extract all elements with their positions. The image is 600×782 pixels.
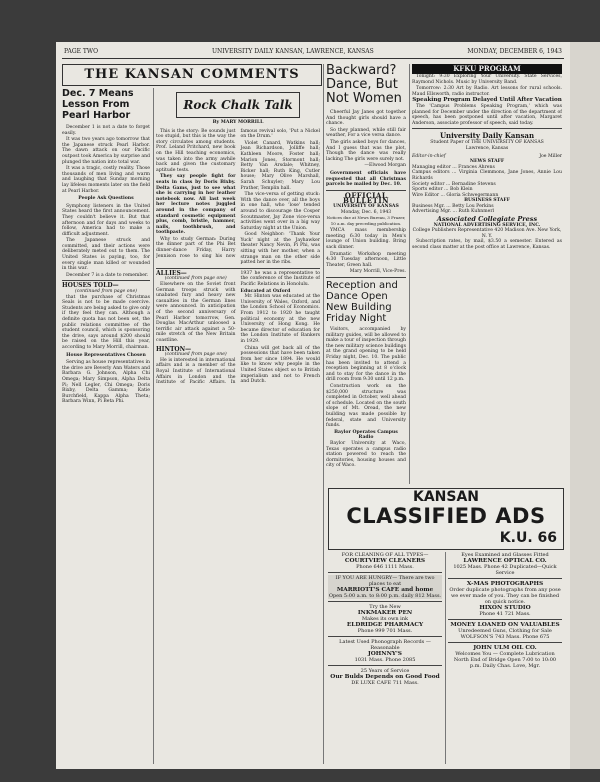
backward-p3: The girls asked boys for dances, And I guess that was the plot, Though the dance was really lacking The girls were surely not. — [326, 139, 406, 162]
ad-hixon-detail: Phone 41 721 Mass. — [479, 611, 531, 617]
rock-chalk-p2: They say people fight for seats in class by Doris Bixby. Delta Gams, just to see what she is carrying in her leather notebook now. All last week her lecture notes juggled around in the company of standard cosmetic equipment plus, comb, bristle, hammer, nails, toothbrush, and toothpaste. — [156, 174, 236, 236]
rock-chalk-p1: This is the story: Be sounds just too stupid, but this is the way the story circulates among students. Prof. Leland Pritchard, new book on the Hill teaching economics, was taken into the army awhile back and given the customary aptitude tests. — [156, 128, 236, 173]
allies-sub: (continued from page one) — [164, 276, 227, 282]
ad-ulm-name: Welcomes You — Complete Lubrication — [455, 651, 555, 657]
ad-marriott-head: IF YOU ARE HUNGRY— There are two places to eat — [335, 575, 435, 587]
ad-courtview — [328, 552, 442, 570]
editorial-p1: December 1 is not a date to forget easily. — [62, 125, 150, 136]
staff-4: Sports editor ... Bob Klein — [412, 187, 473, 193]
ad-marriott-detail: Open 5:00 a.m. to 8:00 p.m. daily 812 Mass. — [328, 593, 442, 599]
ad-optical — [448, 552, 562, 576]
houses-headline: HOUSES TOLD— — [62, 282, 119, 290]
ad-ulm-detail: North End of Bridge Open 7:00 to 10:00 p.m. Daily Chas. Love, Mgr. — [453, 657, 557, 669]
column-4 — [412, 64, 562, 484]
editorial-p5: The Japanese struck and committed, and their actions were deliberately meted out to them. The United States is paying, too, for every single man killed or wounded in this war. — [62, 238, 150, 272]
backward-p2: So they planned, while still fair weather, For a vice versa dance. — [326, 127, 406, 139]
mailing-notice: Government officials have requested that all Christmas parcels be mailed by Dec. 10. — [326, 170, 406, 188]
ad-wolfsons-name: Unredeemed Guns, Clothing for Sale — [458, 628, 552, 634]
ad-johnnys-head: Latest Used Phonograph Records — Reasonable — [339, 639, 431, 651]
ad-courtview-head: FOR CLEANING OF ALL TYPES— — [341, 552, 429, 558]
subscription-note: Subscription rates, by mail, $3.50 a semester. Entered as second class matter at the post office at Lawrence, Kansas. — [412, 239, 562, 251]
classified-phone: K.U. 66 — [499, 530, 557, 546]
ad-wolfsons — [448, 622, 562, 640]
ad-johnnys — [328, 639, 442, 663]
ad-deluxe-name: Our Bulds Depends on Good Food — [330, 674, 440, 680]
press-name: Associated Collegiate Press — [436, 215, 538, 224]
editorial-subhead: People Ask Questions — [78, 196, 134, 202]
bulletin-headline: OFFICIAL BULLETIN — [342, 190, 390, 206]
ad-deluxe — [328, 668, 442, 686]
adjacent-page-edge — [570, 42, 600, 769]
hinton-sub: (continued from page one) — [164, 352, 227, 358]
ad-ulm-head: JOHN ULM OIL CO. — [473, 645, 537, 651]
editor-name: Joe Miller — [539, 153, 562, 159]
column-1 — [62, 88, 150, 764]
business-2: Advertising Mgr. ... Ruth Kuhnmerl — [412, 209, 494, 215]
bulletin-item-3: Mary Morrill, Vice-Pres. — [349, 269, 406, 275]
rep-city: College Publishers Representative 420 Madison Ave. New York, N. Y. — [412, 228, 562, 239]
classified-banner — [328, 488, 564, 550]
ad-marriott-name: MARRIOTT'S CAFE and home — [336, 587, 434, 593]
vice-versa-body: The vice-versa of getting stuck: With the dance over, all the boys in one hall, who 'lose' tended around to discourage the Cosper Scoutmaster, Jay Zone vice-versa activities went over in a big way Saturday night at the Union. — [240, 192, 320, 231]
backward-p1: Cheerful Jay Janes got together And thought girls should have a chance. — [326, 110, 406, 127]
ad-johnnys-detail: 1031 Mass. Phone 2085 — [354, 657, 416, 663]
hinton-body2: Mr. Hinton was educated at the University of Wales, Oxford, and the London School of Economics. From 1912 to 1920 he taught political economy at the new University of Hong Kong. He became director of education for the London Institute of Bankers in 1929. — [240, 294, 320, 344]
ad-hixon-name: HIXON STUDIO — [479, 605, 531, 611]
bulletin-item-2: Dramatic Workshop meeting 4:30 Tuesday afternoon, Little Theater, Green hall. — [326, 251, 406, 268]
kfku-p1: Tonight: 9:30 Exploring Your University. State Services, Raymond Nichols. Music by University Band. — [412, 74, 562, 85]
rock-chalk-p3: Why to study German: During the dinner part of the Phi Bet dinner-dance Friday, Harry Jennison rose to sing his now famous revival solo, 'Put a Nickel on the Drum.' — [156, 128, 320, 259]
ad-wolfsons-detail: WOLFSON'S 743 Mass. Phone 675 — [460, 634, 550, 640]
backward-headline: Backward? Dance, But Not Women — [326, 64, 402, 106]
daily-kansan-title: University Daily Kansan — [439, 131, 535, 141]
kfku-headline: KFKU PROGRAM — [412, 64, 562, 74]
classified-title-2: CLASSIFIED ADS — [346, 504, 546, 528]
reception-headline: Reception and Dance Open New Building Friday Night — [326, 280, 398, 325]
editor-label: Editor-in-chief — [412, 153, 446, 159]
classified-right — [448, 552, 562, 764]
ad-ulm-oil — [448, 645, 562, 669]
ad-marriott — [328, 575, 442, 599]
page-number: PAGE TWO — [64, 48, 98, 55]
ad-courtview-name: COURTVIEW CLEANERS — [344, 558, 426, 564]
bulletin-date: Monday, Dec. 6, 1943 — [340, 209, 392, 215]
ad-optical-detail: 1025 Mass. Phone 42 Duplicated—Quick Service — [453, 564, 557, 576]
house-reps-body: Serving as house representatives in the drive are Beverly Ann Waters and Barbara G. Johnson, Alpha Chi Omega; Mary Simpson, Alpha Delta Pi; Nell Legler, Chi Omega; Doris Bixby, Delta Gamma; Katie Burchfield, Kappa Alpha Theta; Barbara Winn, Pi Beta Phi. — [62, 360, 150, 405]
ad-inkmaker-detail: Makes its own ink — [362, 616, 408, 622]
bulletin-org: UNIVERSITY OF KANSAS — [333, 203, 399, 209]
staff-2: Campus editors ... Virginia Clemmons, Jane Jones, Annie Lou Richards — [412, 170, 562, 181]
hinton-headline: HINTON— — [156, 345, 192, 353]
editorial-p2: It was two years ago tomorrow that the Japanese struck Pearl Harbor. The dawn attack on our Pacific outpost took America by surprise and plunged the nation into total war. — [62, 137, 150, 165]
rock-chalk-p4: Violet Canard, Watkins hall; Jean Richardson, Jolliffe hall; Kathleen Moore, Foster hall; Marion Jones, Stormont hall; Betty Van Arsdale; Whitney, Bicker hall; Ruth King, Cutler house; Mary Olive Marshall, Sarah Schuyler; Mary Lou Prather, Templin hall. — [240, 140, 320, 191]
reception-p1: Visitors, accompanied by military guides, will be allowed to make a tour of inspection through the new military science buildings at the grand opening to be held Friday night, Dec. 10. The public has been invited to attend a reception beginning at 8 o'clock and to stay for the dance in the drill room from 9:30 until 12 p.m. — [326, 327, 406, 383]
editorial-p4: Symphony listeners in the United States heard the first announcement. They couldn't believe it. But that afternoon and for days and weeks to follow, America had to make a difficult adjustment. — [62, 203, 150, 237]
daily-kansan-city: Lawrence, Kansas — [465, 145, 509, 151]
masthead — [62, 46, 564, 59]
allies-headline: ALLIES— — [156, 269, 187, 277]
ad-inkmaker — [328, 604, 442, 622]
classified-left — [328, 552, 442, 764]
editorial-headline: Dec. 7 Means Lesson From Pearl Harbor — [62, 88, 134, 121]
daily-kansan-subtitle: Student Paper of THE UNIVERSITY OF KANSAS — [430, 140, 544, 146]
houses-body: that the purchase of Christmas Seals is not to be made coercive. Students are being asked to give only if they feel they can. Although a definite quota has not been set, the public relations committee of the student council, which is sponsoring the drive, says around $200 should be raised on the Hill this year, according to Mary Morrill, chairman. — [62, 294, 150, 350]
kansan-comments-banner: THE KANSAN COMMENTS — [62, 64, 322, 86]
bulletin-item-1: YMCA mass membership meeting 6:30 today in Men's lounge of Union building. Bring sack dinner. — [326, 228, 406, 251]
houses-sub: (continued from page one) — [75, 289, 137, 295]
good-neighbor-body: Good Neighbor: 'Thank Your Yuck' night at the Jayhawker theater Nancy Nevin, Pi Phi, was sitting with her mother, when a strange man on the other side patted her in the ribs. — [240, 232, 320, 266]
reception-p2: Construction work on the $250,000 structure was completed in October, well ahead of schedule. Located on the south slope of Mt. Oread, the new building was made possible by federal, state and University funds. — [326, 383, 406, 429]
ad-eldridge-detail: Phone 999 701 Mass. — [357, 628, 413, 634]
allies-body: Elsewhere on the Soviet front German troops struck with unabated fury and heavy new casualties in the German lines were announced. In anticipation of the second anniversary of Pearl Harbor tomorrow, Gen. Douglas MacArthur unloosed a terrific air attack against a 50-mile stretch of the New Britain coastline. — [156, 282, 236, 343]
ad-deluxe-head: 25 Years of Service — [360, 668, 410, 674]
business-staff-heading: BUSINESS STAFF — [464, 198, 510, 204]
paper-name: UNIVERSITY DAILY KANSAN, LAWRENCE, KANSAS — [212, 48, 374, 55]
classified-title-1: KANSAN — [412, 489, 480, 505]
kfku-p2: Tomorrow: 2:30 Art by Radio. Art lessons for rural schools. Maud Ellsworth, radio instructor. — [412, 86, 562, 97]
house-reps-headline: House Representatives Chosen — [66, 352, 146, 358]
ad-optical-head: Eyes Examined and Glasses Fitted — [461, 552, 549, 558]
ad-wolfsons-head: MONEY LOANED ON VALUABLES — [450, 622, 560, 628]
editorial-p6: December 7 is a date to remember. — [66, 272, 149, 278]
speaking-body: The 'Campus Problems Speaking Program,' which was planned for December under the direction of the department of speech, has been postponed until after vacation, Margaret Anderson, associate professor of speech, said today. — [412, 103, 562, 126]
china-body: China will get back all of the possessions that have been taken from her since 1894. He would like to know why people in the United States object so to British imperialism and not to French and Dutch. — [240, 345, 320, 385]
rock-chalk-byline: By MARY MORRILL — [212, 120, 264, 125]
staff-3: Society editor ... Bernadine Stevens — [412, 181, 496, 187]
ad-eldridge-name: ELDRIDGE PHARMACY — [346, 622, 424, 628]
ad-deluxe-detail: DE LUXE CAFE 711 Mass. — [351, 680, 419, 686]
staff-1: Managing editor ... Frances Ahrens — [412, 164, 495, 170]
hinton-body: He is interested in international affairs and is a member of the Royal Institute of International Affairs in London and the Institute of Pacific Affairs. In 1937 he was a representative to the conference of the Institute of Pacific Relations in Honolulu. — [156, 270, 320, 386]
staff-5: Wire Editor ... Gloria Schwegermann — [412, 192, 499, 198]
business-1: Business Mgr. ... Betty Lou Perkins — [412, 203, 494, 209]
ad-johnnys-name: JOHNNY'S — [368, 651, 402, 657]
ad-hixon — [448, 605, 562, 617]
news-staff-heading: NEWS STAFF — [469, 159, 505, 165]
baylor-body: Baylor University at Waco, Texas operates a campus radio station powered to reach the dormitories, housing houses and city of Waco. — [326, 440, 406, 469]
ad-inkmaker-name: INKMAKER PEN — [357, 610, 413, 616]
speaking-headline: Speaking Program Delayed Until After Vacation — [412, 97, 562, 104]
rep-name: NATIONAL ADVERTISING SERVICE, INC. — [433, 222, 541, 228]
rock-chalk-title: Rock Chalk Talk — [176, 92, 300, 118]
editorial-p3: It was a tragic, costly reality. Those thousands of men living and warm and laughing that Sunday morning lay lifeless moments later on the field at Pearl Harbor. — [62, 166, 150, 194]
ad-optical-name: LAWRENCE OPTICAL CO. — [463, 558, 547, 564]
column-2 — [156, 88, 320, 764]
ad-xmas-head: X-MAS PHOTOGRAPHS — [466, 581, 544, 587]
ad-inkmaker-head: Try the New — [369, 604, 401, 610]
backward-sig: —Elwood Morgan — [364, 163, 406, 169]
ad-eldridge — [328, 622, 442, 634]
bulletin-note: Notices due at News Bureau, 3 Frazer, 10 a.m. day preceding publication. — [326, 215, 406, 226]
ad-xmas-photos — [448, 581, 562, 605]
ad-xmas-name: Order duplicate photographs from any pose we ever made of you. They can be finished on quick notice. — [449, 587, 561, 605]
issue-date: MONDAY, DECEMBER 6, 1943 — [467, 48, 562, 55]
hinton-subhead: Educated at Oxford — [240, 288, 291, 294]
newspaper-page — [56, 42, 570, 769]
baylor-headline: Baylor Operates Campus Radio — [334, 429, 398, 441]
ad-courtview-detail: Phone 646 1111 Mass. — [356, 564, 414, 570]
